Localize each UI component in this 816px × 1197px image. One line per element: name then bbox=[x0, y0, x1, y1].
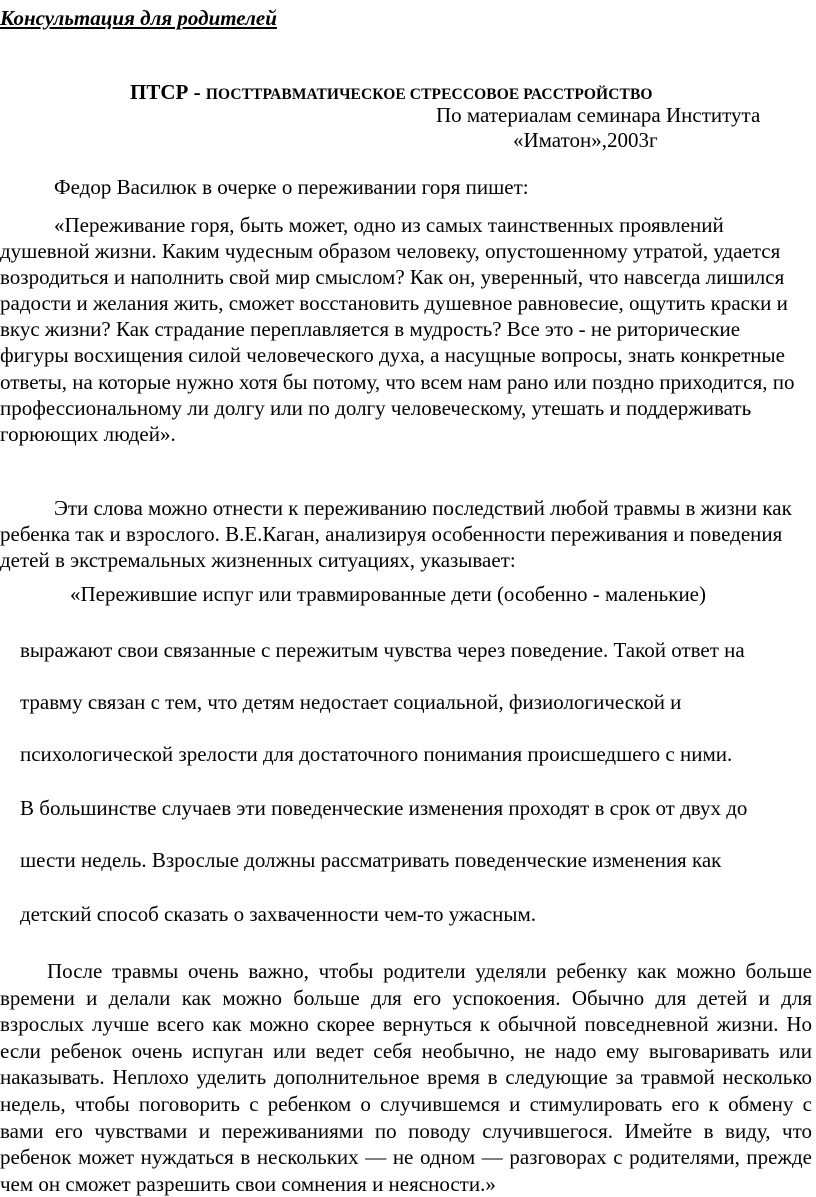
quote-kagan-line: выражают свои связанные с пережитым чувства через поведение. Такой ответ на bbox=[20, 638, 745, 662]
quote-kagan-line: психологической зрелости для достаточного понимания происшедшего с ними. bbox=[20, 742, 733, 766]
quote-kagan-line: детский способ сказать о захваченности чем-то ужасным. bbox=[20, 902, 537, 926]
quote-kagan-line: травму связан с тем, что детям недостает социальной, физиологической и bbox=[20, 690, 682, 714]
document-title bbox=[130, 80, 653, 105]
title-abbreviation: ПТСР - bbox=[130, 80, 206, 104]
title-full: ПОСТТРАВМАТИЧЕСКОЕ СТРЕССОВОЕ РАССТРОЙСТВО bbox=[205, 86, 653, 103]
quote-kagan-line: шести недель. Взрослые должны рассматривать поведенческие изменения как bbox=[20, 848, 722, 872]
intro-paragraph: Федор Василюк в очерке о переживании горя пишет: bbox=[54, 175, 529, 199]
source-line-1: По материалам семинара Института bbox=[436, 103, 761, 127]
paragraph-parents-advice: После травмы очень важно, чтобы родители уделяли ребенку как можно больше времени и делали как можно больше для его успокоения. Обычно для детей и для взрослых лучше всего как можно скорее вернуться к обычной повседневной жизни. Но если ребенок очень испуган или ведет себя необычно, не надо ему выговаривать или наказывать. Неплохо уделить дополнительное время в следующие за травмой несколько недель, чтобы поговорить с ребенком о случившемся и стимулировать его к обмену с вами его чувствами и переживаниями по поводу случившегося. Имейте в виду, что ребенок может нуждаться в нескольких — не одном — разговорах с родителями, прежде чем он сможет разрешить свои сомнения и неясности.» bbox=[0, 959, 812, 1196]
quote-vasilyuk: «Переживание горя, быть может, одно из самых таинственных проявлений душевной жизни. Каким чудесным образом человеку, опустошенному утратой, удается возродиться и наполнить свой мир смыслом? Как он, уверенный, что навсегда лишился радости и желания жить, сможет восстановить душевное равновесие, ощутить краски и вкус жизни? Как страдание переплавляется в мудрость? Все это - не риторические фигуры восхищения силой человеческого духа, а насущные вопросы, знать конкретные ответы, на которые нужно хотя бы потому, что всем нам рано или поздно приходится, по профессиональному ли долгу или по долгу человеческому, утешать и поддерживать горюющих людей». bbox=[0, 213, 795, 446]
quote-kagan-line: В большинстве случаев эти поведенческие изменения проходят в срок от двух до bbox=[20, 796, 748, 820]
paragraph-kagan-intro: Эти слова можно отнести к переживанию последствий любой травмы в жизни как ребенка так и взрослого. В.Е.Каган, анализируя особенности переживания и поведения детей в экстремальных жизненных ситуациях, указывает: bbox=[0, 496, 792, 573]
source-line-2: «Иматон»,2003г bbox=[513, 128, 658, 152]
document-header: Консультация для родителей bbox=[0, 6, 277, 30]
quote-kagan-line: «Пережившие испуг или травмированные дети (особенно - маленькие) bbox=[70, 582, 706, 606]
